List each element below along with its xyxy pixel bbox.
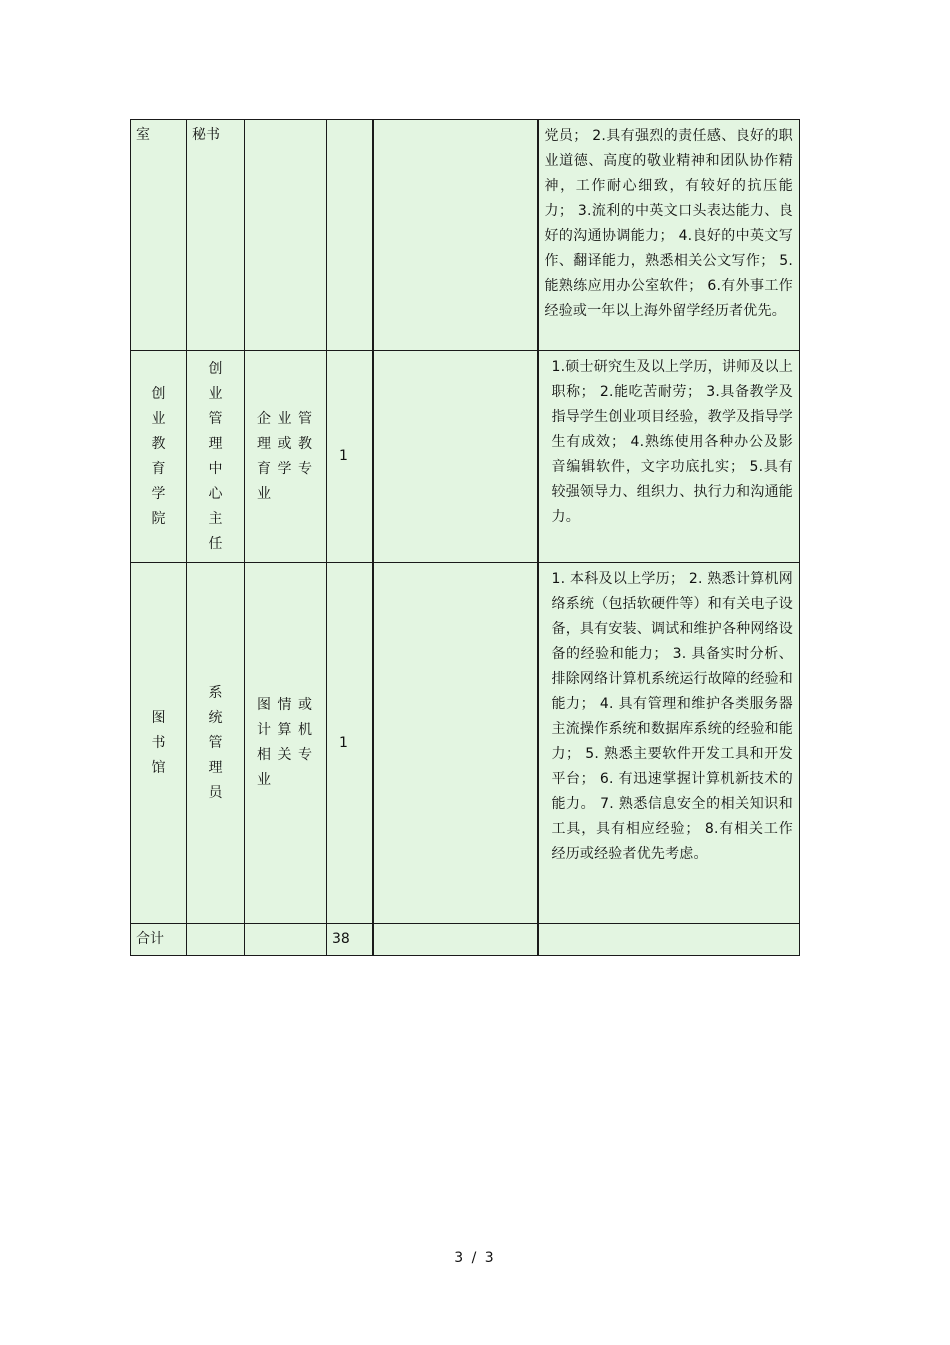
table-row (131, 120, 800, 351)
other-cell (373, 120, 538, 351)
major-cell (245, 120, 327, 351)
requirements-cell: 党员； 2.具有强烈的责任感、良好的职业道德、高度的敬业精神和团队协作精神，工作耐心细致，有较好的抗压能力； 3.流利的中英文口头表达能力、良好的沟通协调能力； 4.良好的中英文写作、翻译能力，熟悉相关公文写作； 5.能熟练应用办公室软件； 6.有外事工作经验或一年以上海外留学经历者优先。 (538, 120, 800, 351)
table-row (131, 563, 800, 924)
count-cell (327, 120, 373, 351)
major-cell: 图情或计算机相关专业 (245, 563, 327, 924)
count-cell: 1 (327, 351, 373, 563)
total-row (131, 924, 800, 956)
total-label-cell: 合计 (131, 924, 187, 956)
total-empty-cell (187, 924, 245, 956)
major-cell: 企业管理或教育学专业 (245, 351, 327, 563)
requirements-cell: 1. 本科及以上学历； 2. 熟悉计算机网络系统（包括软硬件等）和有关电子设备，具有安装、调试和维护各种网络设备的经验和能力； 3. 具备实时分析、排除网络计算机系统运行故障的经验和能力； 4. 具有管理和维护各类服务器主流操作系统和数据库系统的经验和能力； 5. 熟悉主要软件开发工具和开发平台； 6. 有迅速掌握计算机新技术的能力。 7. 熟悉信息安全的相关知识和工具，具有相应经验； 8.有相关工作经历或经验者优先考虑。 (538, 563, 800, 924)
position-cell: 系统管理员 (187, 563, 245, 924)
page-number: 3 / 3 (454, 1250, 496, 1266)
dept-cell: 室 (131, 120, 187, 351)
position-cell: 创业管理中心主任 (187, 351, 245, 563)
total-empty-cell (373, 924, 538, 956)
table-row (131, 351, 800, 563)
other-cell (373, 563, 538, 924)
total-empty-cell (245, 924, 327, 956)
position-cell: 秘书 (187, 120, 245, 351)
dept-cell: 创业教育学院 (131, 351, 187, 563)
total-count-cell: 38 (327, 924, 373, 956)
dept-cell: 图书馆 (131, 563, 187, 924)
count-cell: 1 (327, 563, 373, 924)
requirements-cell: 1.硕士研究生及以上学历，讲师及以上职称； 2.能吃苦耐劳； 3.具备教学及指导学生创业项目经验，教学及指导学生有成效； 4.熟练使用各种办公及影音编辑软件，文字功底扎实； 5.具有较强领导力、组织力、执行力和沟通能力。 (538, 351, 800, 563)
total-empty-cell (538, 924, 800, 956)
recruitment-table (130, 119, 800, 956)
other-cell (373, 351, 538, 563)
